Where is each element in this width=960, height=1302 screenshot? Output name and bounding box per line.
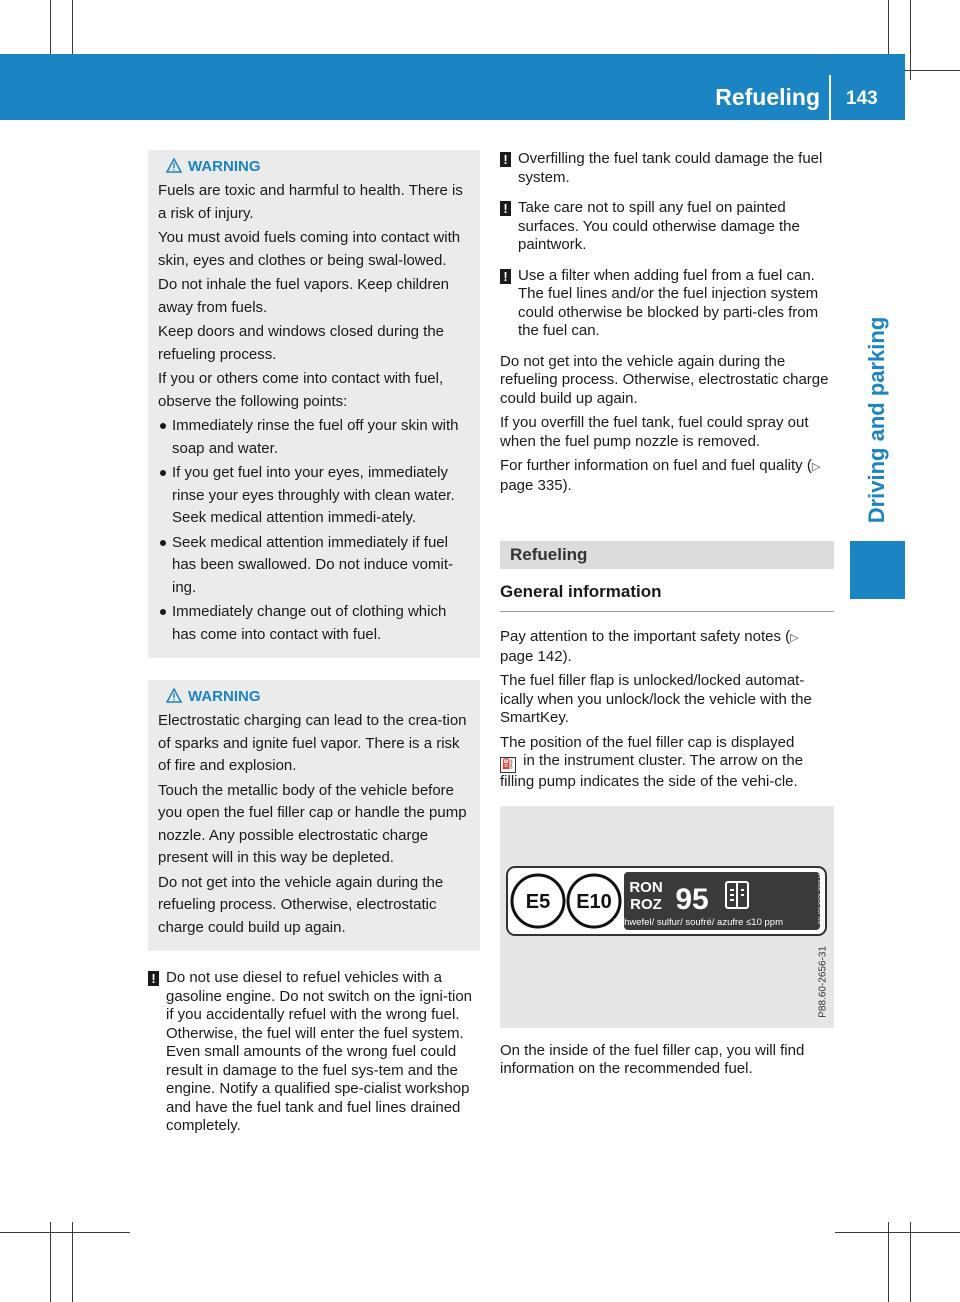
- warning-paragraph: Do not inhale the fuel vapors. Keep children away from fuels.: [158, 276, 450, 316]
- arrow-right-icon: ▷: [811, 461, 821, 473]
- warning-triangle-icon: [166, 688, 182, 703]
- e10-label: E10: [576, 890, 612, 913]
- header-divider: [829, 75, 831, 120]
- body-paragraph: Do not get into the vehicle again during the refueling process. Otherwise, electrostatic charge could build up again.: [500, 352, 829, 407]
- note-text: Overfilling the fuel tank could damage the fuel system.: [518, 150, 823, 186]
- page-reference-link[interactable]: page 142).: [500, 647, 572, 665]
- section-title: Refueling: [500, 541, 834, 569]
- list-item: Immediately rinse the fuel off your skin with soap and water.: [158, 415, 470, 460]
- note-text: Use a filter when adding fuel from a fuel can. The fuel lines and/or the fuel injection system could otherwise be blocked by parti-cles from the fuel can.: [518, 266, 819, 339]
- warning-label: WARNING: [188, 158, 261, 175]
- warning-heading: [158, 158, 470, 176]
- warning-paragraph: Touch the metallic body of the vehicle before you open the fuel filler cap or handle the pump nozzle. Any possible electrostatic charge present will in this way be depleted.: [158, 781, 467, 866]
- warning-paragraph: Keep doors and windows closed during the refueling process.: [158, 323, 445, 363]
- body-paragraph: [500, 457, 834, 495]
- page-reference-link[interactable]: page 335).: [500, 476, 572, 494]
- side-tab-marker: [850, 541, 905, 599]
- exclamation-icon: !: [500, 152, 511, 167]
- ron-label: RON: [629, 878, 663, 896]
- body-paragraph: The fuel filler flap is unlocked/locked automat-ically when you unlock/lock the vehicle with the SmartKey.: [500, 672, 812, 726]
- warning-box: [148, 680, 480, 951]
- warning-paragraph: You must avoid fuels coming into contact with skin, eyes and clothes or being swal-lowed.: [158, 229, 461, 269]
- caution-note: [500, 150, 834, 187]
- caution-note: [500, 199, 834, 255]
- warning-paragraph: Do not get into the vehicle again during the refueling process. Otherwise, electrostatic charge could build up again.: [158, 873, 444, 936]
- fuel-cap-label-figure: [500, 806, 834, 1028]
- part-code: A XXX XXX XX XX: [816, 873, 822, 924]
- side-section-title: Driving and parking: [864, 316, 889, 524]
- octane-number: 95: [675, 882, 709, 916]
- warning-bullet-list: [158, 415, 470, 646]
- caution-note: [500, 267, 834, 341]
- crop-mark: [50, 1222, 51, 1302]
- warning-paragraph: Fuels are toxic and harmful to health. There is a risk of injury.: [158, 182, 463, 222]
- figure-caption: On the inside of the fuel filler cap, you will find information on the recommended fuel.: [500, 1041, 805, 1077]
- body-text: For further information on fuel and fuel quality (: [500, 457, 812, 474]
- figure-id: P88.60-2656-31: [818, 945, 829, 1018]
- body-text: in the instrument cluster. The arrow on the filling pump indicates the side of the vehi-cle.: [500, 752, 804, 790]
- warning-paragraph: Electrostatic charging can lead to the crea-tion of sparks and ignite fuel vapor. There is a risk of fire and explosion.: [158, 712, 467, 774]
- body-paragraph: [500, 628, 834, 666]
- warning-paragraph: If you or others come into contact with fuel, observe the following points:: [158, 370, 444, 410]
- list-item: If you get fuel into your eyes, immediately rinse your eyes throughly with clean water. Seek medical attention immedi-ately.: [158, 462, 470, 530]
- warning-box: [148, 150, 480, 658]
- crop-mark: [910, 0, 911, 80]
- body-text: Pay attention to the important safety notes (: [500, 628, 791, 645]
- body-paragraph: [500, 734, 834, 792]
- chapter-title: Refueling: [715, 84, 820, 110]
- body-paragraph: If you overfill the fuel tank, fuel could spray out when the fuel pump nozzle is removed.: [500, 414, 809, 450]
- body-text: The position of the fuel filler cap is displayed: [500, 733, 795, 751]
- crop-mark: [888, 1222, 889, 1302]
- right-column: [500, 150, 834, 1085]
- caution-note: [148, 969, 480, 1136]
- note-text: Take care not to spill any fuel on painted surfaces. You could otherwise damage the paintwork.: [518, 199, 800, 253]
- crop-mark: [0, 1232, 130, 1233]
- sulfur-text: Schwefel/ sulfur/ soufré/ azufre ≤10 ppm: [613, 916, 783, 928]
- warning-heading: [158, 688, 470, 706]
- exclamation-icon: !: [148, 971, 159, 986]
- subsection-title: General information: [500, 581, 834, 612]
- page-number: 143: [846, 88, 878, 109]
- crop-mark: [910, 1222, 911, 1302]
- e5-label: E5: [525, 890, 551, 913]
- crop-mark: [835, 1232, 960, 1233]
- warning-label: WARNING: [188, 688, 261, 705]
- arrow-right-icon: ▷: [790, 632, 799, 644]
- crop-mark: [72, 1222, 73, 1302]
- list-item: Seek medical attention immediately if fuel has been swallowed. Do not induce vomit-ing.: [158, 532, 470, 600]
- left-column: [148, 150, 480, 1148]
- list-item: Immediately change out of clothing which has come into contact with fuel.: [158, 601, 470, 646]
- exclamation-icon: !: [500, 269, 511, 284]
- note-text: Do not use diesel to refuel vehicles with a gasoline engine. Do not switch on the igni-tion if you accidentally refuel with the wrong fuel. Otherwise, the fuel will enter the fuel system. Even small amounts of the wrong fuel could result in damage to the fuel sys-tem and the engine. Notify a qualified spe-cialist workshop and have the fuel tank and fuel lines drained completely.: [166, 969, 473, 1134]
- roz-label: ROZ: [630, 895, 662, 913]
- fuel-pump-icon: ⛽: [500, 757, 516, 773]
- exclamation-icon: !: [500, 201, 511, 216]
- warning-triangle-icon: [166, 158, 182, 173]
- fuel-label-graphic: [500, 806, 834, 1028]
